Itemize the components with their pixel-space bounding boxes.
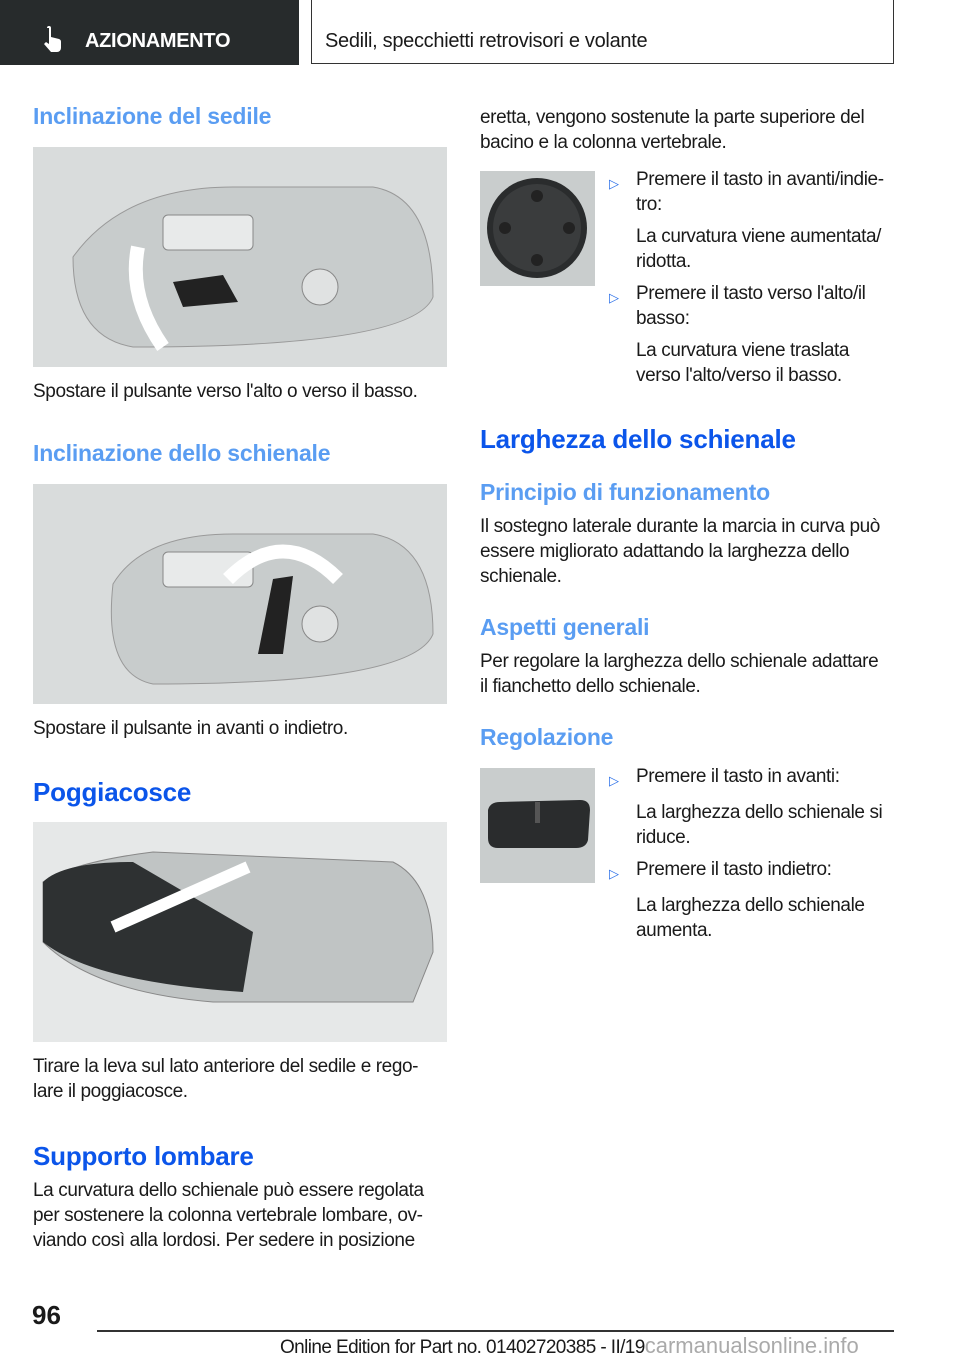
text-line: basso: <box>636 308 690 329</box>
chapter-label: Sedili, specchietti retrovisori e volante <box>325 30 648 52</box>
text-line: Tirare la leva sul lato anteriore del sedile e rego- <box>33 1056 419 1077</box>
text-line: Premere il tasto in avanti/indie- <box>636 169 884 190</box>
width-button-figure <box>480 768 595 883</box>
thigh-support-figure <box>33 822 447 1042</box>
bullet-triangle-icon: ▷ <box>609 176 619 191</box>
backrest-tilt-text: Spostare il pulsante in avanti o indietro. <box>33 718 348 739</box>
heading-lumbar-support: Supporto lombare <box>33 1141 254 1171</box>
lumbar-text <box>33 1178 424 1253</box>
text-line: essere migliorato adattando la larghezza dello <box>480 541 850 562</box>
heading-backrest-tilt: Inclinazione dello schienale <box>33 440 331 466</box>
text-line: bacino e la colonna vertebrale. <box>480 132 727 153</box>
bullet-triangle-icon: ▷ <box>609 866 619 881</box>
adjust-bullets <box>609 764 899 943</box>
heading-thigh-support: Poggiacosce <box>33 777 192 807</box>
heading-adjustment: Regolazione <box>480 724 614 750</box>
text-line: La larghezza dello schienale <box>636 895 865 916</box>
text-line: per sostenere la colonna vertebrale lombare, ov- <box>33 1205 423 1226</box>
footer-divider <box>97 1330 894 1332</box>
text-line: Premere il tasto verso l'alto/il <box>636 283 866 304</box>
bullet-item <box>609 764 899 793</box>
seat-tilt-text: Spostare il pulsante verso l'alto o verso il basso. <box>33 381 418 402</box>
text-line: eretta, vengono sostenute la parte superiore del <box>480 107 865 128</box>
page-number: 96 <box>32 1300 61 1330</box>
bullet-item <box>609 167 899 217</box>
principle-text <box>480 514 880 589</box>
text-line: viando così alla lordosi. Per sedere in posizione <box>33 1230 415 1251</box>
text-line: La curvatura viene aumentata/ <box>636 226 882 247</box>
watermark: carmanualsonline.info <box>644 1333 859 1358</box>
text-line: lare il poggiacosce. <box>33 1081 188 1102</box>
hand-pointer-icon <box>40 26 64 54</box>
general-text <box>480 649 878 699</box>
text-line: riduce. <box>636 827 691 848</box>
text-line: ridotta. <box>636 251 691 272</box>
bullet-triangle-icon: ▷ <box>609 773 619 788</box>
text-line: verso l'alto/verso il basso. <box>636 365 842 386</box>
heading-general: Aspetti generali <box>480 614 650 640</box>
heading-principle: Principio di funzionamento <box>480 479 770 505</box>
lumbar-bullets <box>609 167 899 388</box>
section-label: AZIONAMENTO <box>85 30 231 52</box>
lumbar-button-figure <box>480 171 595 286</box>
section-tab <box>0 0 299 65</box>
heading-backrest-width: Larghezza dello schienale <box>480 424 796 454</box>
bullet-triangle-icon: ▷ <box>609 290 619 305</box>
text-line: La larghezza dello schienale si <box>636 802 883 823</box>
edition-text: Online Edition for Part no. 01402720385 - II/19 <box>280 1337 645 1358</box>
text-line: Premere il tasto indietro: <box>636 859 832 880</box>
text-line: La curvatura viene traslata <box>636 340 850 361</box>
lumbar-continued-text <box>480 105 864 155</box>
thigh-support-text <box>33 1054 418 1104</box>
chapter-tab <box>311 0 894 64</box>
text-line: tro: <box>636 194 662 215</box>
heading-seat-tilt: Inclinazione del sedile <box>33 103 272 129</box>
text-line: schienale. <box>480 566 562 587</box>
text-line: aumenta. <box>636 920 713 941</box>
text-line: Per regolare la larghezza dello schienale adattare <box>480 651 879 672</box>
bullet-item <box>609 857 899 886</box>
text-line: Il sostegno laterale durante la marcia in curva può <box>480 516 880 537</box>
bullet-item <box>609 281 899 331</box>
footer-edition <box>280 1333 859 1359</box>
text-line: Premere il tasto in avanti: <box>636 766 840 787</box>
text-line: il fianchetto dello schienale. <box>480 676 701 697</box>
backrest-tilt-figure <box>33 484 447 704</box>
text-line: La curvatura dello schienale può essere regolata <box>33 1180 424 1201</box>
seat-tilt-figure <box>33 147 447 367</box>
